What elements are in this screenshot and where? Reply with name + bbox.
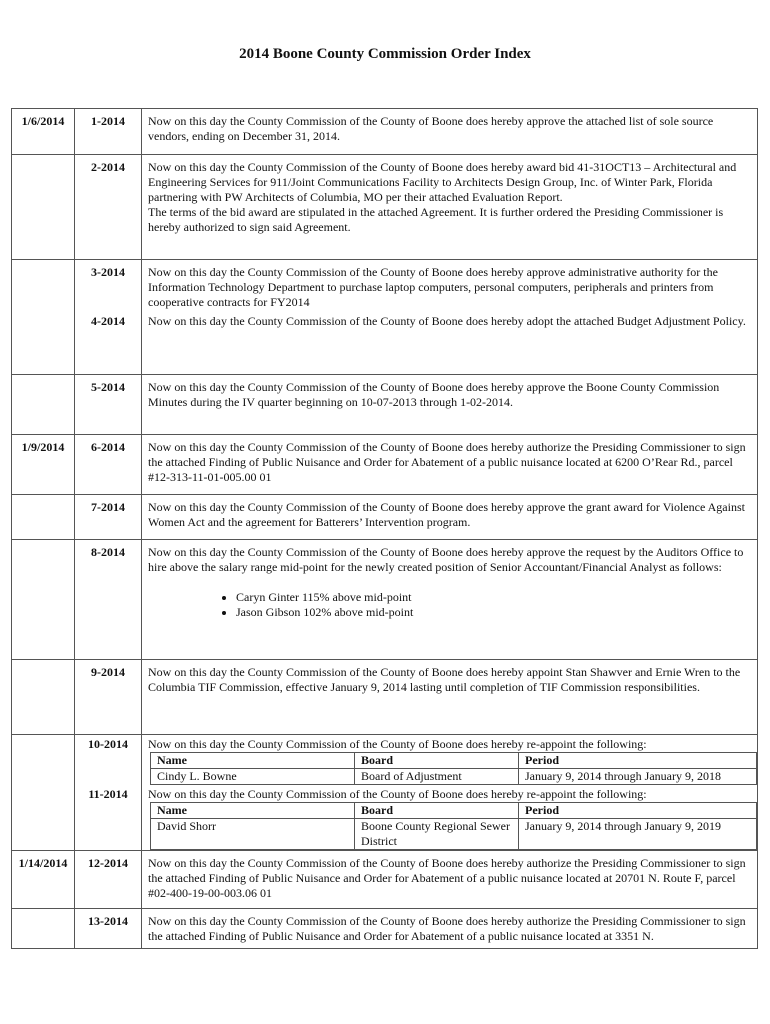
cell-period: January 9, 2014 through January 9, 2019 <box>519 818 757 849</box>
order-text-paragraph: Now on this day the County Commission of the County of Boone does hereby award bid 41-31OCT13 – Architectural and Engineering Services for 911/Joint Communications Facility to Architects Design Group, Inc. of Winter Park, Florida partnering with PW Architects of Columbia, MO per their attached Evaluation Report. <box>148 160 737 204</box>
order-date <box>12 260 75 315</box>
order-text <box>142 494 758 539</box>
order-number: 10-2014 <box>75 734 142 785</box>
order-text-paragraph: Now on this day the County Commission of the County of Boone does hereby re-appoint the following: <box>148 736 647 751</box>
order-number: 9-2014 <box>75 659 142 734</box>
order-number: 5-2014 <box>75 374 142 434</box>
order-text-paragraph: Now on this day the County Commission of the County of Boone does hereby appoint Stan Shawver and Ernie Wren to the Columbia TIF Commission, effective January 9, 2014 lasting until completion of TIF Commission responsibilities. <box>148 664 741 694</box>
order-text <box>142 539 758 659</box>
order-number: 4-2014 <box>75 314 142 374</box>
order-date <box>12 734 75 785</box>
order-number: 6-2014 <box>75 434 142 494</box>
order-text-paragraph: Now on this day the County Commission of the County of Boone does hereby approve the request by the Auditors Office to hire above the salary range mid-point for the newly created position of Senior Accountant/Financial Analyst as follows: <box>148 544 744 574</box>
bullet-list <box>148 590 753 620</box>
order-text-paragraph: Now on this day the County Commission of the County of Boone does hereby authorize the Presiding Commissioner to sign the attached Finding of Public Nuisance and Order for Abatement of a public nuisance located at 20701 N. Route F, parcel #02-400-19-00-003.06 01 <box>148 855 746 900</box>
header-board: Board <box>355 802 519 818</box>
order-row <box>12 659 758 734</box>
reappointment-row <box>151 818 757 849</box>
order-text <box>142 260 758 315</box>
order-row <box>12 539 758 659</box>
order-number: 3-2014 <box>75 260 142 315</box>
cell-name: Cindy L. Bowne <box>151 768 355 784</box>
reappointment-header-row <box>151 802 757 818</box>
order-date: 1/6/2014 <box>12 109 75 155</box>
order-number: 1-2014 <box>75 109 142 155</box>
header-name: Name <box>151 802 355 818</box>
order-number: 12-2014 <box>75 850 142 908</box>
header-period: Period <box>519 752 757 768</box>
order-date <box>12 494 75 539</box>
order-row <box>12 908 758 948</box>
reappointment-table <box>150 752 757 785</box>
order-text-paragraph: Now on this day the County Commission of the County of Boone does hereby authorize the Presiding Commissioner to sign the attached Finding of Public Nuisance and Order for Abatement of a public nuisance located at 3351 N. <box>148 913 746 943</box>
reappointment-header-row <box>151 752 757 768</box>
cell-period: January 9, 2014 through January 9, 2018 <box>519 768 757 784</box>
order-index-table <box>11 108 758 949</box>
order-text <box>142 374 758 434</box>
order-number: 7-2014 <box>75 494 142 539</box>
order-text-paragraph: Now on this day the County Commission of the County of Boone does hereby authorize the Presiding Commissioner to sign the attached Finding of Public Nuisance and Order for Abatement of a public nuisance located at 6200 O’Rear Rd., parcel #12-313-11-01-005.00 01 <box>148 439 746 484</box>
header-period: Period <box>519 802 757 818</box>
header-name: Name <box>151 752 355 768</box>
order-date <box>12 539 75 659</box>
order-date: 1/14/2014 <box>12 850 75 908</box>
cell-name: David Shorr <box>151 818 355 849</box>
order-text-paragraph: Now on this day the County Commission of the County of Boone does hereby re-appoint the following: <box>148 786 647 801</box>
order-number: 8-2014 <box>75 539 142 659</box>
order-row <box>12 494 758 539</box>
cell-board: Board of Adjustment <box>355 768 519 784</box>
bullet-item: • Caryn Ginter 115% above mid-point <box>236 590 753 605</box>
order-text <box>142 908 758 948</box>
order-date <box>12 659 75 734</box>
order-row <box>12 850 758 908</box>
order-date <box>12 155 75 260</box>
order-text-paragraph: Now on this day the County Commission of the County of Boone does hereby adopt the attached Budget Adjustment Policy. <box>148 314 746 328</box>
order-row <box>12 109 758 155</box>
order-date <box>12 314 75 374</box>
order-row <box>12 785 758 851</box>
order-text <box>142 109 758 155</box>
header-board: Board <box>355 752 519 768</box>
order-row <box>12 155 758 260</box>
order-text <box>142 785 758 851</box>
reappointment-row <box>151 768 757 784</box>
order-number: 2-2014 <box>75 155 142 260</box>
order-text-paragraph: Now on this day the County Commission of the County of Boone does hereby approve the Boone County Commission Minutes during the IV quarter beginning on 10-07-2013 through 1-02-2014. <box>148 379 720 409</box>
order-number: 13-2014 <box>75 908 142 948</box>
order-text <box>142 434 758 494</box>
order-text-paragraph: Now on this day the County Commission of the County of Boone does hereby approve the grant award for Violence Against Women Act and the agreement for Batterers’ Intervention program. <box>148 499 745 529</box>
document-title: 2014 Boone County Commission Order Index <box>239 46 531 62</box>
order-row <box>12 260 758 315</box>
order-date <box>12 908 75 948</box>
order-date <box>12 785 75 851</box>
order-text <box>142 314 758 374</box>
order-row <box>12 374 758 434</box>
order-text-paragraph: Now on this day the County Commission of the County of Boone does hereby approve administrative authority for the Information Technology Department to purchase laptop computers, personal computers, peripherals and printers from cooperative contracts for FY2014 <box>148 265 718 309</box>
order-text <box>142 659 758 734</box>
order-text-paragraph: The terms of the bid award are stipulated in the attached Agreement. It is further ordered the Presiding Commissioner is hereby authorized to sign said Agreement. <box>148 205 724 234</box>
order-text <box>142 734 758 785</box>
order-row <box>12 314 758 374</box>
order-date: 1/9/2014 <box>12 434 75 494</box>
order-text <box>142 850 758 908</box>
order-number: 11-2014 <box>75 785 142 851</box>
order-date <box>12 374 75 434</box>
order-row <box>12 434 758 494</box>
bullet-item: • Jason Gibson 102% above mid-point <box>236 605 753 620</box>
order-text-paragraph: Now on this day the County Commission of the County of Boone does hereby approve the attached list of sole source vendors, ending on December 31, 2014. <box>148 114 714 143</box>
reappointment-table <box>150 802 757 850</box>
order-text <box>142 155 758 260</box>
order-row <box>12 734 758 785</box>
cell-board: Boone County Regional Sewer District <box>355 818 519 849</box>
